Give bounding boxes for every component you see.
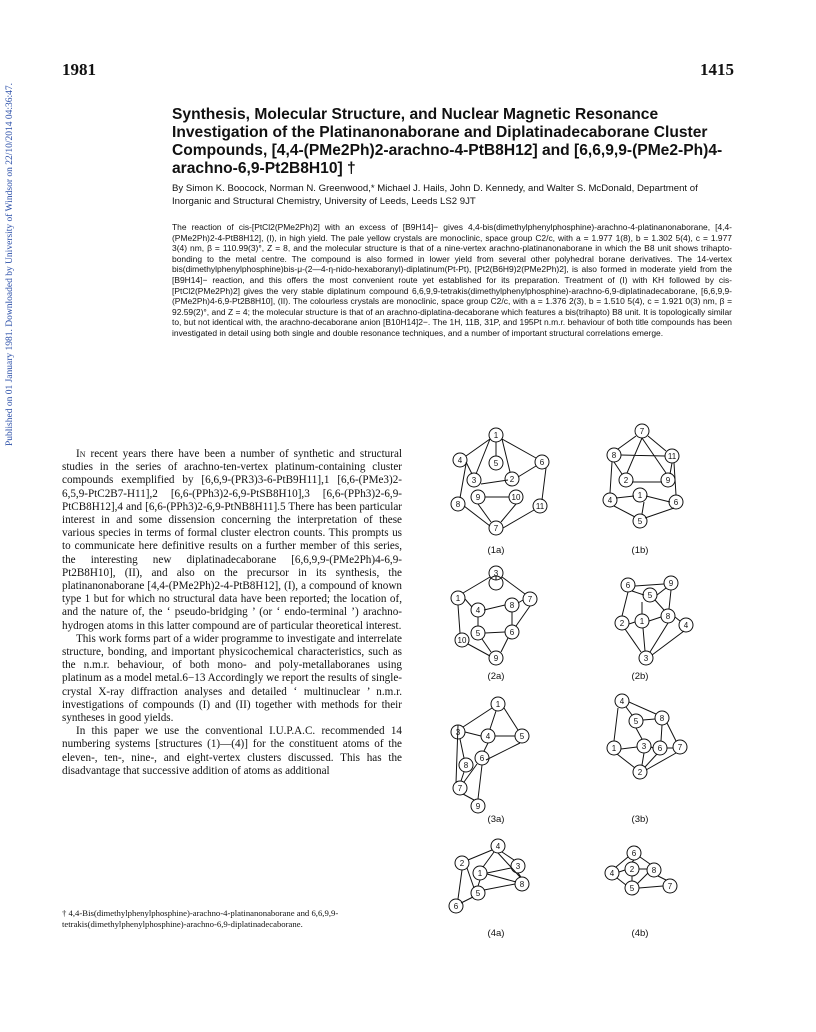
- svg-text:4: 4: [609, 869, 615, 878]
- caption-2b: (2b): [631, 671, 649, 682]
- paragraph-1: [62, 448, 402, 633]
- svg-text:6: 6: [539, 458, 545, 467]
- svg-text:7: 7: [527, 595, 533, 604]
- year: 1981: [62, 60, 96, 79]
- paragraph-1-text: recent years there have been a number of synthetic and structural studies in the series of arachno-ten-vertex platinum-containing cluster compounds exemplified by [6,6,9-(PR3)3-6-PtB9H11],1 [6,6-(PMe3)2-6,5,9-PtC2B7-H11],2 [6,6-(PPh3)2-6,9-PtSB8H10],3 [6,6-(PPh3)2-6,9-PtCB8H12],4 and [6,6-(PPh3)2-6,9-PtNB8H11].5 There has been particular interest in and some dissension concerning the interpretation of these various species in terms of formal cluster electron counts. This prompts us to communicate here definitive results on a further member of this series, the interesting new diplatinadecaborane [6,6,9,9-(PMe2Ph)4-6,9-Pt2B8H10], (II), and also on the precursor in its synthesis, the platinanonaborane [4,4-(PMe2Ph)2-4-PtB8H12], (I), a compound of known type 1 but for which no structural data have been reported; the location of, and the nature of, the ‘ pseudo-bridging ’ (or ‘ endo-terminal ’) arachno-hydrogen atoms in this latter compound are of particular theoretical interest.: [62, 448, 402, 632]
- svg-text:8: 8: [651, 866, 657, 875]
- svg-text:9: 9: [668, 579, 674, 588]
- svg-text:5: 5: [637, 517, 643, 526]
- page-number: 1415: [700, 60, 734, 79]
- svg-text:5: 5: [633, 717, 639, 726]
- caption-4b: (4b): [631, 928, 649, 939]
- svg-text:4: 4: [495, 842, 501, 851]
- svg-text:3: 3: [455, 728, 461, 737]
- cluster-structure-diagrams: [416, 418, 726, 938]
- svg-text:4: 4: [457, 456, 463, 465]
- svg-text:8: 8: [611, 451, 617, 460]
- svg-text:1: 1: [495, 700, 501, 709]
- paragraph-2: This work forms part of a wider programme to investigate and interrelate structure, bonding, and important physicochemical characteristics, such as the n.m.r. behaviour, of both mono- and poly-metallaboranes using platinum as a model metal.6−13 Accordingly we report the results of single-crystal X-ray diffraction analyses and detailed ‘ multinuclear ’ n.m.r. investigations of compounds (I) and (II) together with methods for their syntheses in good yields.: [62, 632, 402, 725]
- caption-4a: (4a): [487, 928, 505, 939]
- download-watermark: Published on 01 January 1981. Downloaded by University of Windsor on 22/10/2014 04:36:47.: [5, 82, 15, 446]
- caption-2a: (2a): [487, 671, 505, 682]
- svg-text:3: 3: [471, 476, 477, 485]
- structure-1b: [603, 424, 683, 528]
- svg-text:6: 6: [509, 628, 515, 637]
- svg-text:8: 8: [455, 500, 461, 509]
- svg-text:6: 6: [673, 498, 679, 507]
- drop-cap: In: [76, 448, 86, 460]
- svg-text:3: 3: [493, 569, 499, 578]
- svg-text:7: 7: [667, 882, 673, 891]
- svg-text:8: 8: [519, 880, 525, 889]
- footnote: † 4,4-Bis(dimethylphenylphosphine)-arachno-4-platinanonaborane and 6,6,9,9-tetrakis(dimethylphenylphosphine)-arachno-6,9-diplatinadecaborane.: [62, 908, 339, 929]
- structure-3b: [607, 694, 687, 779]
- svg-text:9: 9: [475, 802, 481, 811]
- svg-text:9: 9: [665, 476, 671, 485]
- caption-3a: (3a): [487, 814, 505, 825]
- svg-text:6: 6: [631, 849, 637, 858]
- svg-text:5: 5: [629, 884, 635, 893]
- abstract: The reaction of cis-[PtCl2(PMe2Ph)2] with an excess of [B9H14]− gives 4,4-bis(dimethylphenylphosphine)-arachno-4-platinanonaborane, [4,4-(PMe2Ph)2-4-PtB8H12], (I), in high yield. The pale yellow crystals are monoclinic, space group C2/c, with a = 1.977 1(8), b = 1.302 5(4), c = 1.977 3(4) nm, β = 110.99(3)°, Z = 8, and the molecular structure is that of a nine-vertex arachno-platinanonaborane in which the B8 unit shows trihapto-bonding to the metal centre. The compound is also formed in lower yield from several other polyhedral borane derivatives. The 14-vertex bis(dimethylphenylphosphine)bis-μ-(2—4-η-nido-hexaboranyl)-diplatinum(Pt-Pt), [Pt2(B6H9)2(PMe2Ph)2], is also formed in moderate yield from the [B9H14]− reaction, and this offers the most convenient route yet established for its preparation. Treatment of (I) with KH followed by cis-[PtCl2(PMe2Ph)2] gives the very stable diplatinum compound 6,6,9,9-tetrakis(dimethylphenylphosphine)-arachno-6,9-diplatinadecaborane, [6,6,9,9-(PMe2Ph)4-6,9-Pt2B8H10], (II). The colourless crystals are monoclinic, space group C2/c, with a = 1.376 2(3), b = 1.510 5(4), c = 1.921 0(3) nm, β = 92.59(2)°, and Z = 4; the molecular structure is that of an arachno-diplatina-decaborane which features a bis(trihapto) B8 unit. It is topologically similar to, but not identical with, the arachno-decaborane anion [B10H14]2−. The 1H, 11B, 31P, and 195Pt n.m.r. behaviour of both title compounds has been investigated in detail using both single and double resonance techniques, and a number of important structural correlations emerge.: [172, 222, 732, 338]
- svg-text:6: 6: [625, 581, 631, 590]
- article-title: Synthesis, Molecular Structure, and Nuclear Magnetic Resonance Investigation of the Platinanonaborane and Diplatinadecaborane Cluster Compounds, [4,4-(PMe2Ph)2-arachno-4-PtB8H12] and [6,6,9,9-(PMe2-Ph)4-arachno-6,9-Pt2B8H10] †: [172, 106, 723, 177]
- structure-3a: [451, 697, 529, 813]
- svg-text:2: 2: [619, 619, 625, 628]
- atom-1a-1: 1: [493, 431, 499, 440]
- svg-text:8: 8: [665, 612, 671, 621]
- svg-text:7: 7: [457, 784, 463, 793]
- author-line: By Simon K. Boocock, Norman N. Greenwood,* Michael J. Hails, John D. Kennedy, and Walter S. McDonald, Department of Inorganic and Structural Chemistry, University of Leeds, Leeds LS2 9JT: [172, 183, 698, 207]
- structure-1a: [451, 428, 549, 535]
- svg-text:4: 4: [485, 732, 491, 741]
- body-text: [62, 448, 402, 778]
- structure-4b: [605, 846, 677, 895]
- svg-text:10: 10: [457, 636, 467, 645]
- svg-text:7: 7: [493, 524, 499, 533]
- svg-text:8: 8: [463, 761, 469, 770]
- svg-text:11: 11: [667, 452, 677, 461]
- cluster-diagrams-svg: [416, 418, 726, 938]
- svg-text:1: 1: [611, 744, 617, 753]
- svg-text:4: 4: [619, 697, 625, 706]
- svg-text:4: 4: [607, 496, 613, 505]
- svg-text:1: 1: [477, 869, 483, 878]
- svg-text:1: 1: [637, 491, 643, 500]
- svg-text:4: 4: [683, 621, 689, 630]
- svg-text:7: 7: [639, 427, 645, 436]
- caption-3b: (3b): [631, 814, 649, 825]
- caption-1b: (1b): [631, 545, 649, 556]
- svg-text:3: 3: [515, 862, 521, 871]
- svg-text:1: 1: [455, 594, 461, 603]
- svg-text:7: 7: [677, 743, 683, 752]
- svg-text:10: 10: [511, 493, 521, 502]
- structure-4a: [449, 839, 529, 913]
- svg-text:8: 8: [509, 601, 515, 610]
- svg-text:9: 9: [475, 493, 481, 502]
- svg-text:3: 3: [643, 654, 649, 663]
- caption-1a: (1a): [487, 545, 505, 556]
- svg-text:6: 6: [657, 744, 663, 753]
- svg-text:5: 5: [475, 889, 481, 898]
- svg-text:2: 2: [459, 859, 465, 868]
- svg-text:1: 1: [639, 617, 645, 626]
- svg-text:2: 2: [509, 475, 515, 484]
- svg-text:5: 5: [493, 459, 499, 468]
- structure-2a: [451, 566, 537, 665]
- svg-text:6: 6: [479, 754, 485, 763]
- svg-text:6: 6: [453, 902, 459, 911]
- svg-text:9: 9: [493, 654, 499, 663]
- svg-text:2: 2: [629, 865, 635, 874]
- svg-text:8: 8: [659, 714, 665, 723]
- svg-text:3: 3: [641, 742, 647, 751]
- svg-text:2: 2: [637, 768, 643, 777]
- paragraph-3: In this paper we use the conventional I.U.P.A.C. recommended 14 numbering systems [structures (1)—(4)] for the constituent atoms of the eleven-, ten-, nine-, and eight-vertex clusters discussed. This has the disadvantage that successive addition of atoms as additional: [62, 725, 402, 777]
- svg-text:5: 5: [647, 591, 653, 600]
- svg-text:2: 2: [623, 476, 629, 485]
- svg-text:5: 5: [475, 629, 481, 638]
- svg-text:5: 5: [519, 732, 525, 741]
- svg-text:4: 4: [475, 606, 481, 615]
- svg-text:11: 11: [535, 502, 545, 511]
